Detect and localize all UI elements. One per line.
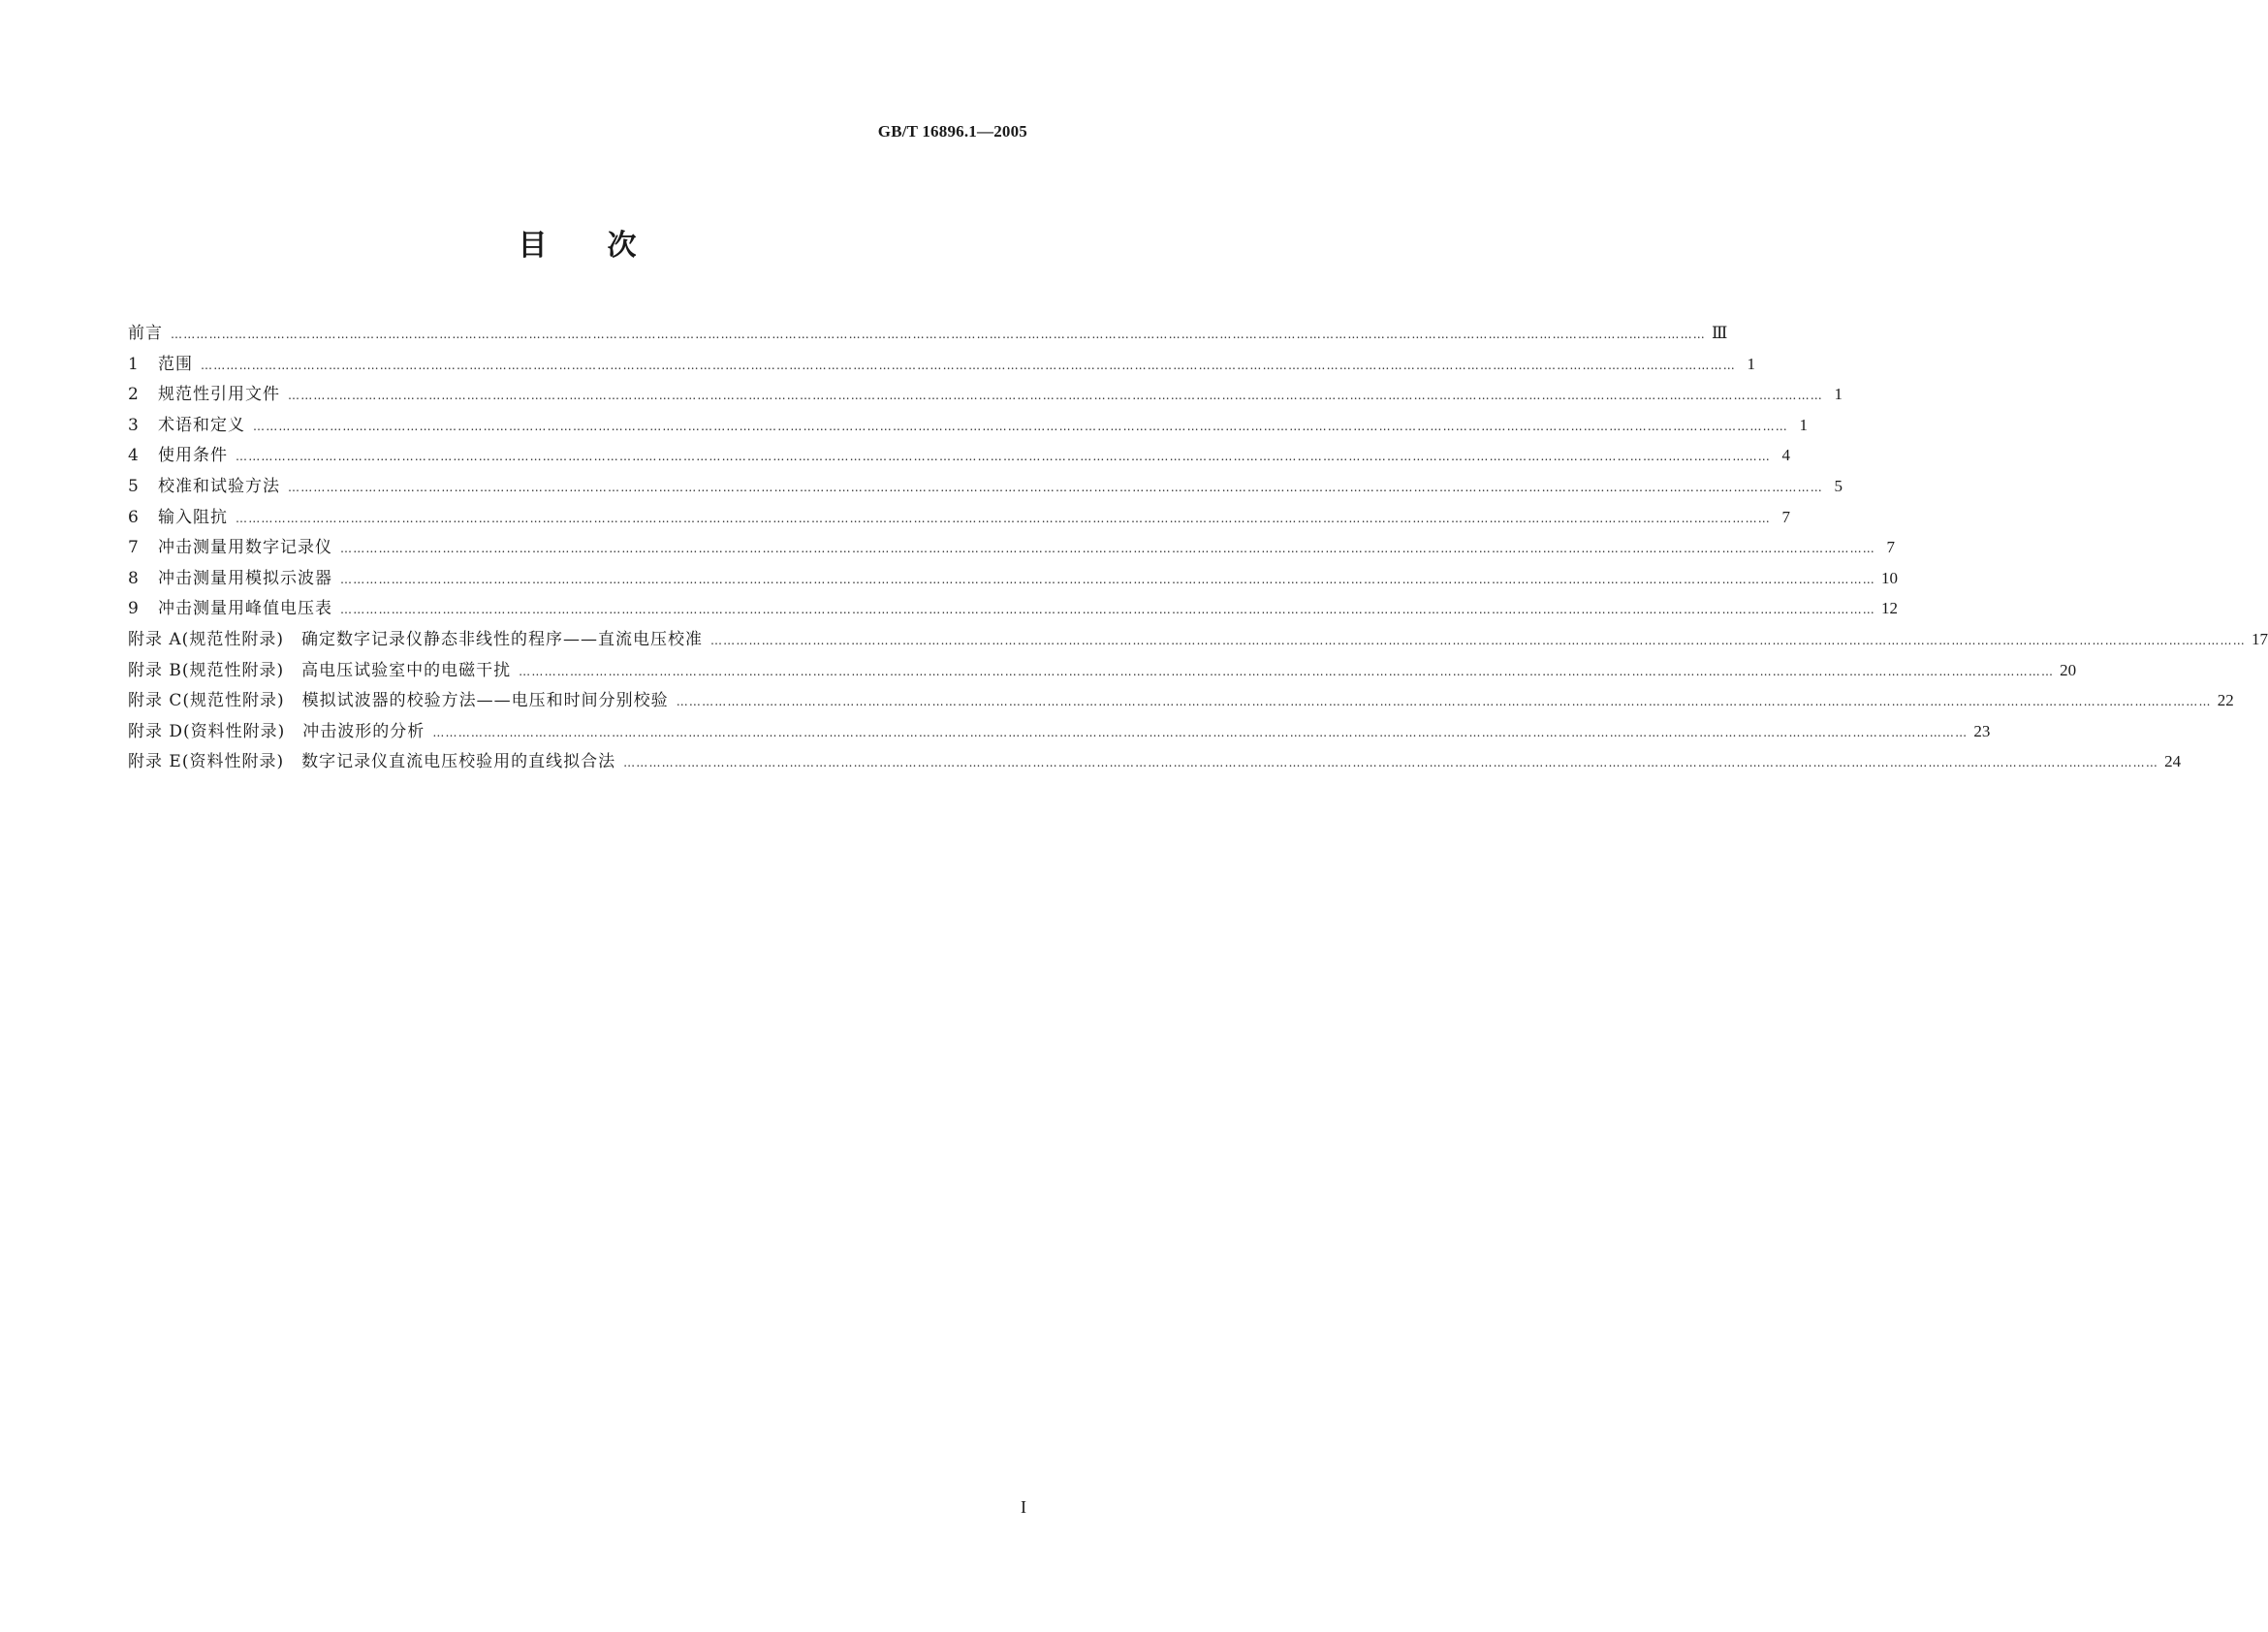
toc-dot-leader: ……………………………………………………………………………………………………………………………………………………………………………………………………………………………………………………………………………………………………………………………… [253, 419, 1788, 433]
toc-entry-page: 10 [1881, 568, 1898, 587]
toc-entry-title: 冲击测量用模拟示波器 [158, 568, 332, 588]
page-number: I [1021, 1497, 1026, 1517]
toc-entry[interactable] [128, 350, 1755, 381]
toc-dot-leader: ……………………………………………………………………………………………………………………………………………………………………………………………………………………………………………………………………………………………………………………………… [288, 389, 1823, 403]
toc-entry-page: Ⅲ [1712, 324, 1728, 342]
toc-entry[interactable] [128, 472, 1843, 503]
toc-entry[interactable] [128, 656, 2077, 687]
toc-entry-number: 8 [128, 568, 139, 588]
toc-entry-title: 输入阻抗 [158, 507, 228, 527]
toc-entry[interactable] [128, 747, 2182, 778]
toc-dot-leader: ……………………………………………………………………………………………………………………………………………………………………………………………………………………………………………………………………………………………………………………………… [623, 756, 2159, 770]
toc-dot-leader: ……………………………………………………………………………………………………………………………………………………………………………………………………………………………………………………………………………………………………………………………… [236, 450, 1771, 464]
toc-entry[interactable] [128, 625, 2268, 656]
toc-entry-page: 23 [1973, 721, 1991, 740]
toc-dot-leader: ……………………………………………………………………………………………………………………………………………………………………………………………………………………………………………………………………………………………………………………………… [340, 542, 1875, 556]
toc-entry-title: 校准和试验方法 [158, 476, 280, 496]
toc-entry-page: 1 [1834, 385, 1843, 404]
toc-entry-title: 冲击测量用峰值电压表 [158, 599, 332, 619]
toc-entry[interactable] [128, 717, 1991, 748]
toc-entry-title: 范围 [158, 354, 193, 374]
toc-entry-title: 规范性引用文件 [158, 385, 280, 405]
toc-dot-leader: ……………………………………………………………………………………………………………………………………………………………………………………………………………………………………………………………………………………………………………………………… [340, 603, 1875, 617]
toc-dot-leader: ……………………………………………………………………………………………………………………………………………………………………………………………………………………………………………………………………………………………………………………………… [201, 358, 1736, 372]
toc-entry[interactable] [128, 411, 1808, 442]
toc-entry-number: 9 [128, 599, 139, 619]
toc-entry-page: 1 [1747, 354, 1755, 373]
toc-dot-leader: ……………………………………………………………………………………………………………………………………………………………………………………………………………………………………………………………………………………………………………………………… [676, 695, 2212, 709]
toc-entry-title: 附录 E(资料性附录) 数字记录仪直流电压校验用的直线拟合法 [128, 752, 616, 772]
toc-entry-number: 6 [128, 507, 139, 527]
page-title: 目次 [518, 229, 697, 263]
toc-entry[interactable] [128, 503, 1790, 534]
toc-entry-page: 20 [2060, 660, 2077, 679]
toc-dot-leader: ……………………………………………………………………………………………………………………………………………………………………………………………………………………………………………………………………………………………………………………………… [236, 511, 1771, 525]
toc-entry-page: 7 [1781, 507, 1790, 526]
toc-entry[interactable] [128, 441, 1790, 472]
toc-entry-page: 7 [1886, 538, 1895, 557]
toc-dot-leader: ……………………………………………………………………………………………………………………………………………………………………………………………………………………………………………………………………………………………………………………………… [432, 725, 1969, 739]
toc-dot-leader: ……………………………………………………………………………………………………………………………………………………………………………………………………………………………………………………………………………………………………………………………… [709, 633, 2246, 647]
toc-entry-page: 24 [2164, 752, 2182, 771]
toc-entry-number: 1 [128, 354, 139, 374]
toc-entry[interactable] [128, 380, 1843, 411]
toc-dot-leader: ……………………………………………………………………………………………………………………………………………………………………………………………………………………………………………………………………………………………………………………………… [340, 572, 1875, 586]
toc-entry-number: 5 [128, 476, 139, 496]
toc-entry-number: 2 [128, 385, 139, 405]
toc-entry-page: 5 [1834, 476, 1843, 495]
toc-entry-title: 附录 C(规范性附录) 模拟试波器的校验方法——电压和时间分别校验 [128, 691, 669, 711]
toc-entry-page: 17 [2251, 629, 2268, 648]
toc-dot-leader: ……………………………………………………………………………………………………………………………………………………………………………………………………………………………………………………………………………………………………………………………… [519, 664, 2055, 678]
toc-entry-title: 使用条件 [158, 446, 228, 466]
toc-entry-title: 附录 D(资料性附录) 冲击波形的分析 [128, 721, 425, 741]
toc-entry-title: 冲击测量用数字记录仪 [158, 538, 332, 558]
toc-entry-title: 术语和定义 [158, 415, 245, 435]
toc-entry[interactable] [128, 594, 1898, 625]
toc-entry-title: 前言 [128, 324, 163, 343]
toc-entry[interactable] [128, 533, 1895, 564]
toc-entry-page: 4 [1781, 446, 1790, 465]
toc-dot-leader: ……………………………………………………………………………………………………………………………………………………………………………………………………………………………………………………………………………………………………………………………… [288, 480, 1823, 494]
toc-entry[interactable] [128, 564, 1898, 595]
toc-entry-number: 4 [128, 446, 139, 466]
toc-entry-page: 1 [1799, 415, 1808, 434]
table-of-contents [128, 319, 2268, 778]
toc-entry-page: 22 [2217, 691, 2234, 710]
toc-entry-page: 12 [1881, 599, 1898, 618]
toc-entry-number: 7 [128, 538, 139, 558]
toc-entry-title: 附录 A(规范性附录) 确定数字记录仪静态非线性的程序——直流电压校准 [128, 629, 703, 649]
toc-entry-title: 附录 B(规范性附录) 高电压试验室中的电磁干扰 [128, 660, 512, 680]
toc-entry-number: 3 [128, 415, 139, 435]
standard-code: GB/T 16896.1—2005 [877, 122, 1027, 141]
toc-entry[interactable] [128, 686, 2234, 717]
toc-entry[interactable] [128, 319, 1728, 350]
toc-dot-leader: ……………………………………………………………………………………………………………………………………………………………………………………………………………………………………………………………………………………………………………………………… [171, 328, 1706, 341]
